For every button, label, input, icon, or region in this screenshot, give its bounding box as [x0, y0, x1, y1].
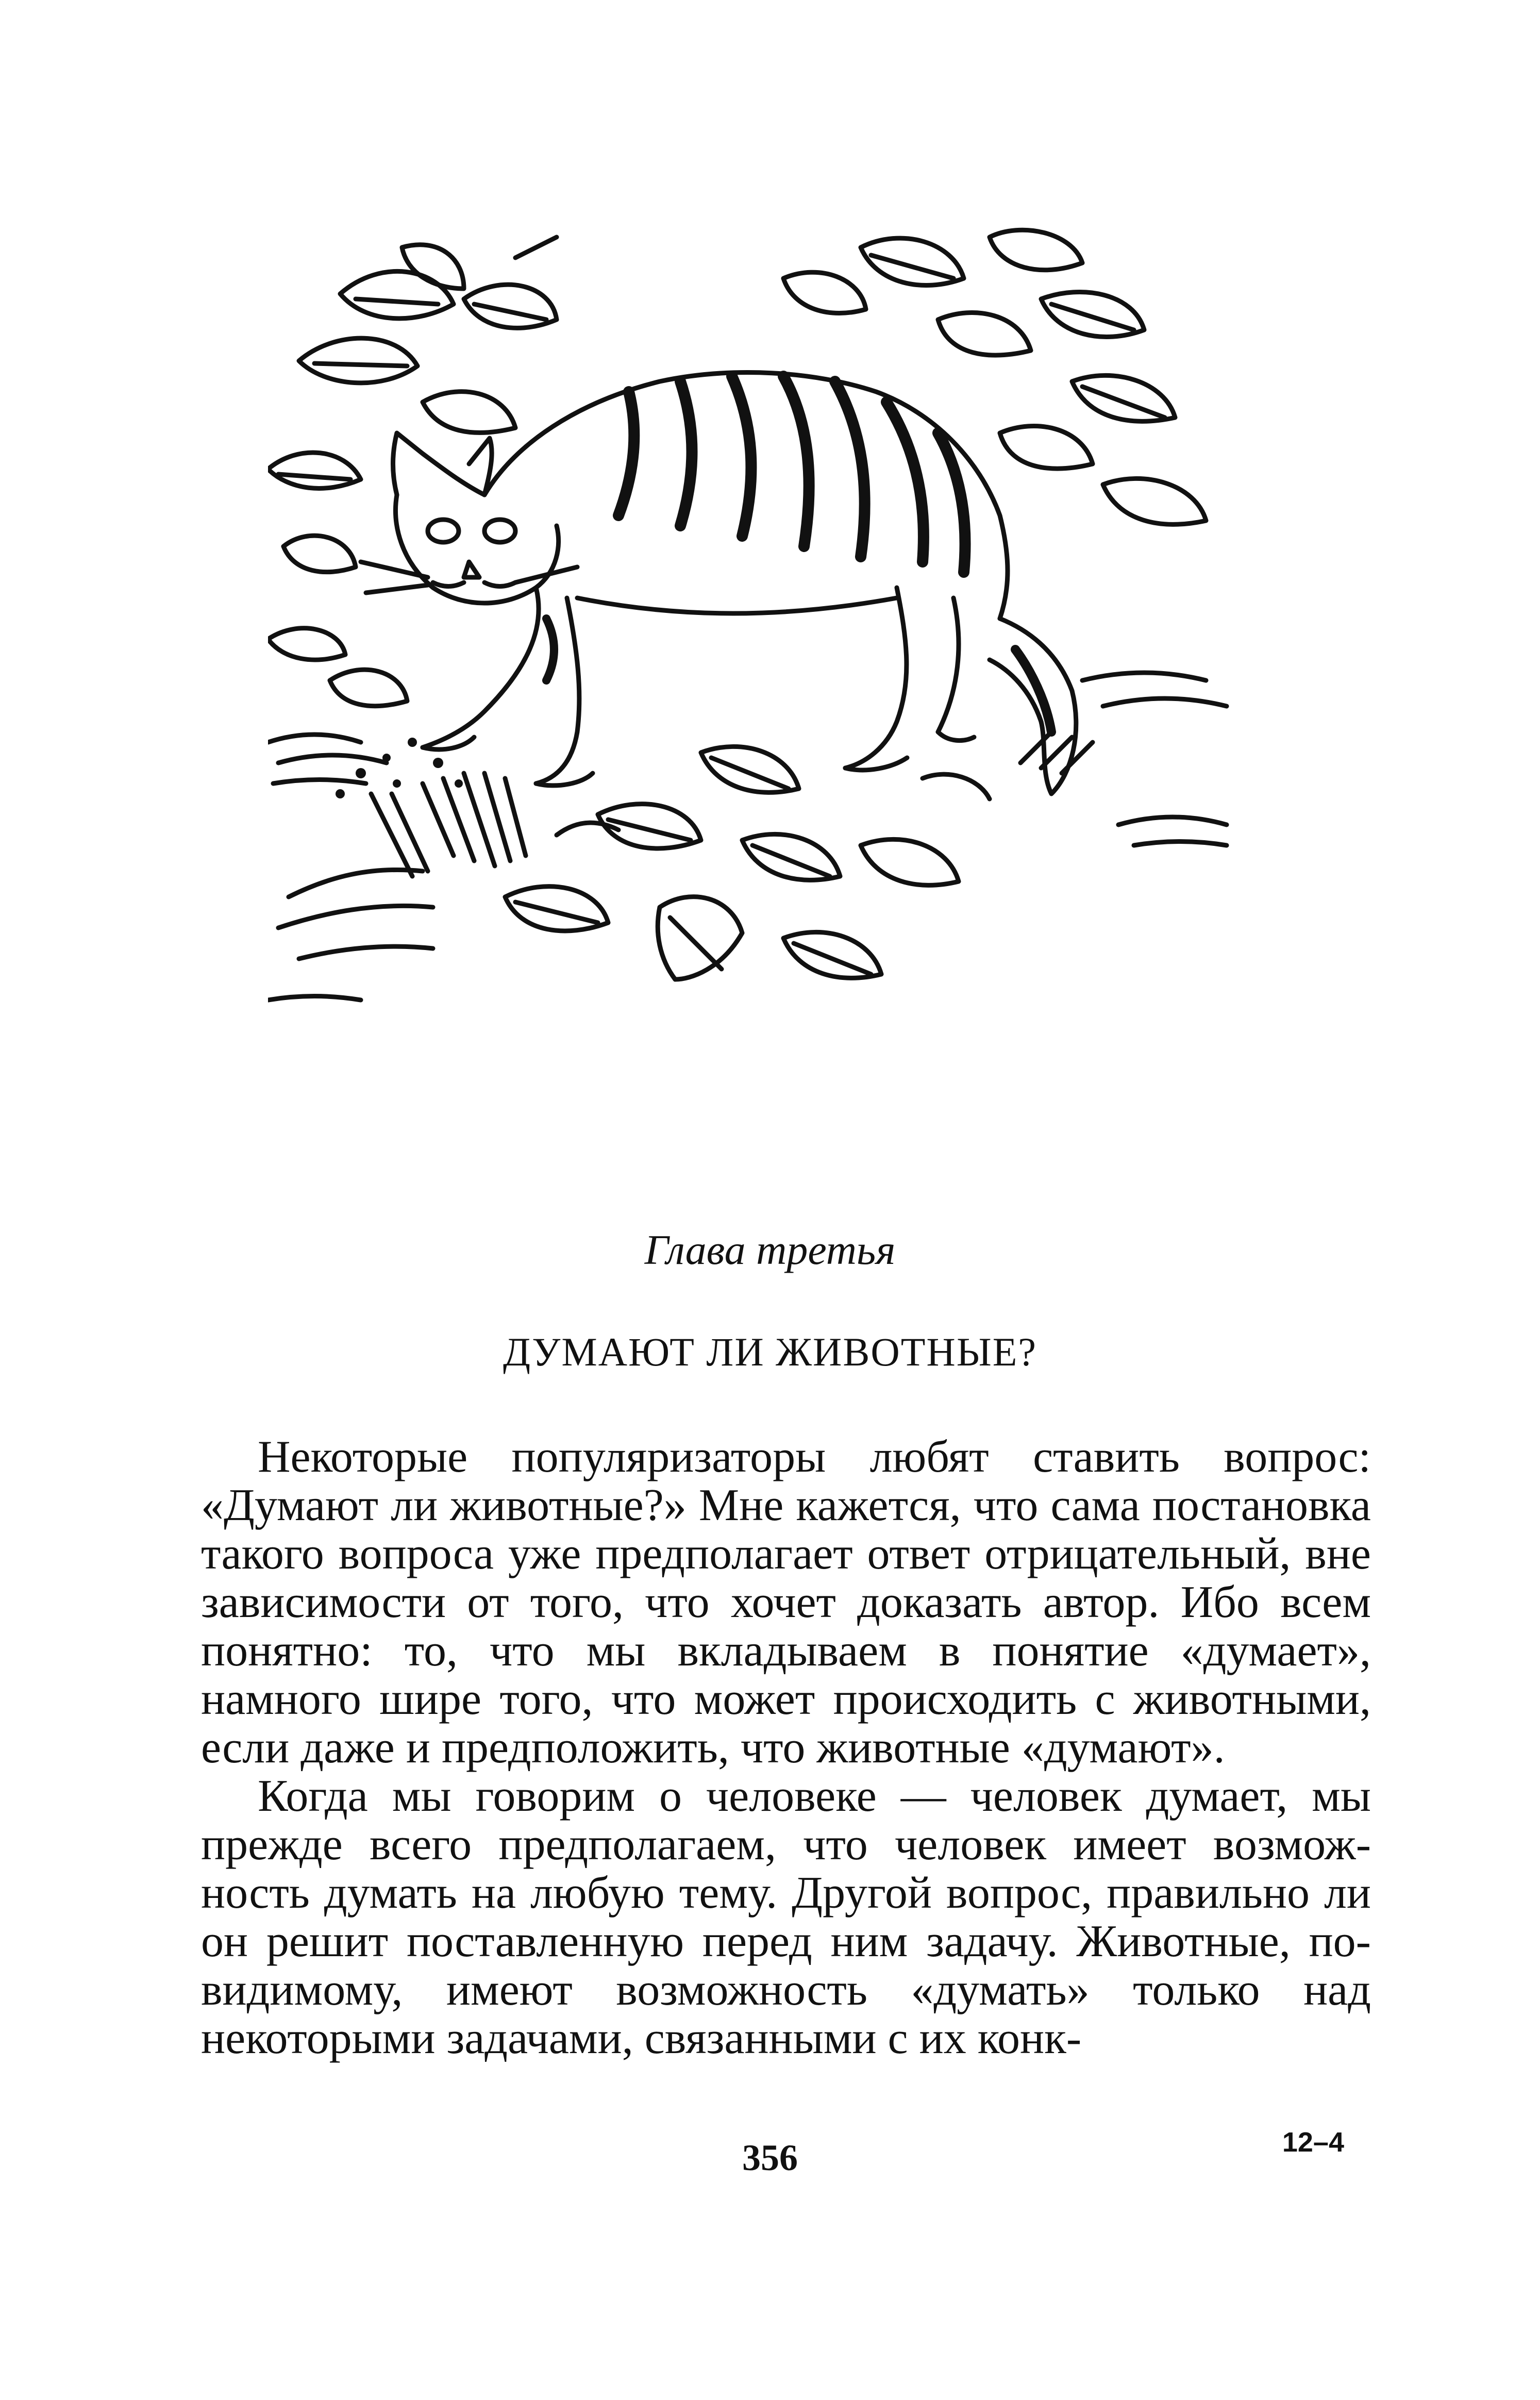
- chapter-title: ДУМАЮТ ЛИ ЖИВОТНЫЕ?: [503, 1329, 1037, 1374]
- cat-figure: [361, 373, 1076, 794]
- cat-among-leaves-drawing: [268, 227, 1278, 1103]
- paragraph-2: Когда мы говорим о человеке — человек думает, мы прежде всего предполагаем, что человек имеет возможность думать на любую тему. Другой вопрос, правильно ли он решит поставленную перед ним задачу. Животные, по-видимому, имеют возможность «думать» только над некоторыми задачами, связанными с их конк-: [201, 1771, 1371, 2063]
- page-number: 356: [742, 2137, 798, 2178]
- cat-illustration: [268, 227, 1278, 1103]
- paragraph-1: Некоторые популяризаторы любят ставить вопрос: «Думают ли животные?» Мне кажется, что сама постановка такого вопроса уже предполагает ответ отрицательный, вне зависимости от того, что хочет доказать автор. Ибо всем понятно: то, что мы вкладываем в понятие «думает», намного шире того, что может происходить с животными, если даже и предположить, что животные «думают».: [201, 1432, 1371, 1773]
- signature-mark: 12–4: [1282, 2127, 1344, 2158]
- body-text: [201, 1433, 1371, 2063]
- chapter-label: Глава третья: [644, 1226, 896, 1273]
- leaf-cluster-right: [783, 230, 1206, 524]
- leaf-cluster-left: [268, 237, 557, 706]
- ground-crumbs: [336, 738, 463, 798]
